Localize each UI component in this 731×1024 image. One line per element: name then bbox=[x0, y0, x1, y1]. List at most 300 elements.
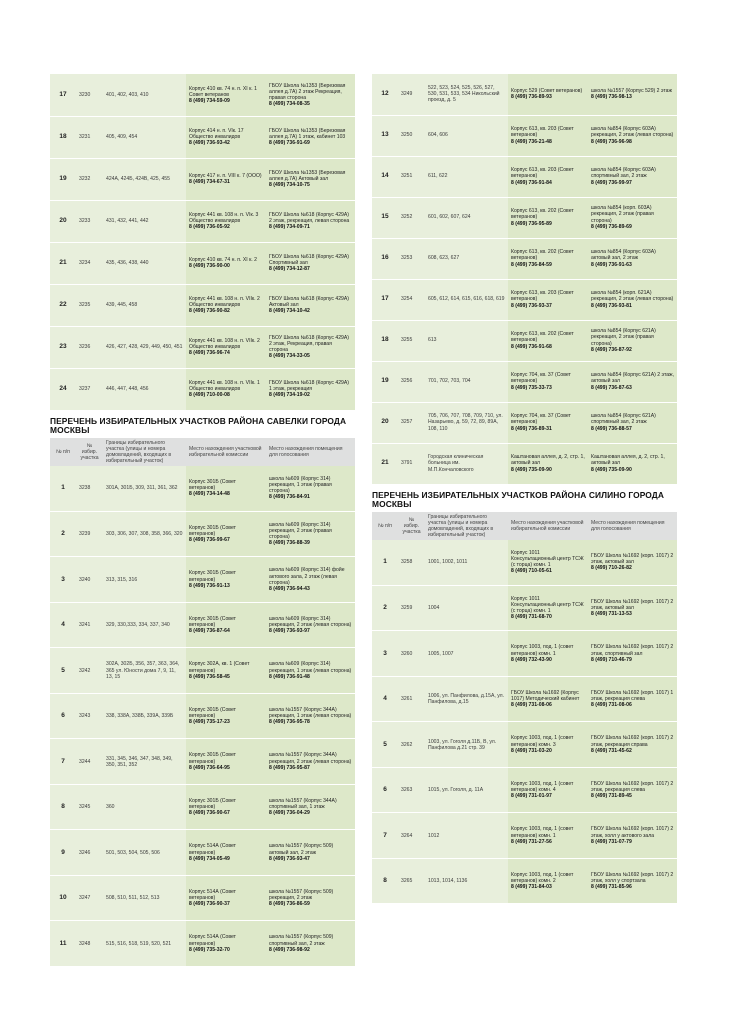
col-header-mesto-gol: Место нахождения помещения для голосования bbox=[266, 438, 355, 466]
precinct-number-text: 3240 bbox=[79, 576, 91, 583]
precinct-number bbox=[76, 602, 103, 648]
precinct-boundaries bbox=[425, 767, 508, 813]
polling-location bbox=[588, 74, 677, 115]
precinct-boundaries bbox=[425, 115, 508, 156]
phone-number: 8 (499) 736-96-74 bbox=[189, 350, 230, 357]
precinct-boundaries bbox=[425, 676, 508, 722]
row-number bbox=[372, 676, 398, 722]
precinct-boundaries bbox=[103, 242, 186, 284]
precinct-boundaries-text: 1005, 1007 bbox=[428, 650, 454, 657]
phone-number: 8 (499) 731-85-96 bbox=[591, 884, 632, 891]
phone-number: 8 (499) 731-68-70 bbox=[511, 614, 552, 621]
precinct-boundaries-text: 605, 612, 614, 615, 616, 618, 619 bbox=[428, 296, 505, 303]
table-row bbox=[50, 830, 355, 876]
polling-location bbox=[588, 631, 677, 677]
table-row bbox=[372, 585, 677, 631]
precinct-boundaries bbox=[103, 875, 186, 921]
precinct-boundaries bbox=[425, 722, 508, 768]
polling-location-text: ГБОУ Школа №618 (Корпус 429А) 1 этаж, рекреация bbox=[269, 379, 349, 392]
phone-number: 8 (499) 731-84-03 bbox=[511, 884, 552, 891]
precinct-number bbox=[76, 557, 103, 603]
phone-number: 8 (499) 736-96-98 bbox=[591, 138, 632, 145]
table-row bbox=[50, 74, 355, 116]
row-number-text: 5 bbox=[383, 740, 387, 748]
row-number bbox=[372, 722, 398, 768]
table-row bbox=[50, 739, 355, 785]
commission-location-text: Корпус 613, кв. 203 (Совет ветеранов) bbox=[511, 126, 574, 139]
commission-location bbox=[186, 830, 266, 876]
precinct-number-text: 3265 bbox=[401, 878, 413, 885]
precinct-number bbox=[398, 767, 425, 813]
precinct-number bbox=[398, 540, 425, 586]
phone-number: 8 (499) 736-87-63 bbox=[591, 384, 632, 391]
precinct-boundaries bbox=[425, 858, 508, 904]
row-number bbox=[372, 585, 398, 631]
row-number bbox=[50, 116, 76, 158]
polling-location-text: школа №854 (Корпус 621А) спортивный зал, 2 этаж bbox=[591, 413, 656, 426]
polling-location bbox=[266, 242, 355, 284]
table-row bbox=[50, 284, 355, 326]
polling-location-text: школа №609 (Корпус 314) рекреация, 1 этаж (левая сторона) bbox=[269, 661, 352, 674]
row-number-text: 4 bbox=[383, 695, 387, 703]
precinct-number-text: 3235 bbox=[79, 301, 91, 308]
polling-location-text: школа №609 (Корпус 314) рекреация, 1 этаж (правая сторона) bbox=[269, 476, 332, 495]
row-number-text: 19 bbox=[59, 174, 67, 182]
row-number-text: 21 bbox=[381, 459, 389, 467]
row-number-text: 1 bbox=[61, 484, 65, 492]
precinct-number bbox=[76, 875, 103, 921]
phone-number: 8 (499) 710-05-61 bbox=[511, 568, 552, 575]
polling-location-text: школа №1557 (Корпус 529) 2 этаж bbox=[591, 88, 672, 95]
precinct-boundaries bbox=[103, 602, 186, 648]
polling-location bbox=[266, 648, 355, 694]
polling-location bbox=[588, 320, 677, 361]
polling-location-text: ГБОУ Школа №618 (Корпус 429А) Актовый зал bbox=[269, 295, 349, 308]
commission-location-text: Корпус 704, кв. 37 (Совет ветеранов) bbox=[511, 372, 571, 385]
phone-number: 8 (499) 734-14-48 bbox=[189, 491, 230, 498]
row-number bbox=[372, 279, 398, 320]
commission-location bbox=[508, 722, 588, 768]
phone-number: 8 (499) 736-93-97 bbox=[269, 628, 310, 635]
precinct-number-text: 3230 bbox=[79, 91, 91, 98]
commission-location-text: Корпус 514А (Совет ветеранов) bbox=[189, 888, 237, 902]
precinct-boundaries bbox=[103, 158, 186, 200]
row-number-text: 18 bbox=[381, 336, 389, 344]
row-number bbox=[50, 830, 76, 876]
precinct-boundaries-text: 515, 516, 518, 519, 520, 521 bbox=[106, 940, 172, 947]
precinct-number bbox=[76, 158, 103, 200]
precinct-number bbox=[76, 511, 103, 557]
polling-location-text: ГБОУ Школа №618 (Корпус 429А) Спортивный зал bbox=[269, 253, 349, 266]
phone-number: 8 (499) 735-32-70 bbox=[189, 946, 230, 953]
row-number-text: 5 bbox=[61, 666, 65, 674]
row-number-text: 6 bbox=[61, 712, 65, 720]
row-number bbox=[50, 284, 76, 326]
precinct-number-text: 3246 bbox=[79, 849, 91, 856]
precinct-boundaries bbox=[103, 693, 186, 739]
row-number bbox=[50, 921, 76, 967]
commission-location-text: Корпус 441 кв. 108 н. п. VIIк. 2 Общество инвалидов bbox=[189, 337, 260, 350]
commission-location-text: Корпус 302А, кв. 1 (Совет ветеранов) bbox=[189, 661, 250, 674]
polling-location-text: ГБОУ Школа №618 (Корпус 429А) 2 этаж, рекреация, левая сторона bbox=[269, 211, 350, 224]
right-column bbox=[372, 74, 677, 904]
polling-location bbox=[266, 875, 355, 921]
precinct-number-text: 3255 bbox=[401, 337, 413, 344]
precinct-number-text: 3245 bbox=[79, 804, 91, 811]
precinct-boundaries bbox=[103, 74, 186, 116]
col-header-n: № п/п bbox=[50, 438, 76, 466]
precinct-boundaries bbox=[103, 326, 186, 368]
precinct-number-text: 3233 bbox=[79, 217, 91, 224]
commission-location-text: Корпус 301Б (Совет ветеранов) bbox=[189, 570, 236, 583]
commission-location bbox=[186, 602, 266, 648]
polling-location-text: ГБОУ Школа №1353 (Березовая аллея д.7А) 2 этаж Рекреация, правая сторона bbox=[269, 82, 346, 101]
precinct-number bbox=[398, 585, 425, 631]
precinct-number-text: 3791 bbox=[401, 460, 413, 467]
polling-location bbox=[588, 676, 677, 722]
table-row bbox=[50, 116, 355, 158]
precinct-number bbox=[398, 631, 425, 677]
table-row bbox=[50, 784, 355, 830]
precinct-number-text: 3231 bbox=[79, 133, 91, 140]
polling-location bbox=[588, 813, 677, 859]
phone-number: 8 (499) 736-99-97 bbox=[591, 179, 632, 186]
row-number-text: 6 bbox=[383, 786, 387, 794]
precinct-number-text: 3241 bbox=[79, 622, 91, 629]
precinct-number bbox=[398, 156, 425, 197]
row-number-text: 11 bbox=[59, 939, 67, 947]
phone-number: 8 (499) 736-98-13 bbox=[591, 94, 632, 101]
table-row bbox=[372, 767, 677, 813]
precinct-boundaries bbox=[103, 830, 186, 876]
phone-number: 8 (499) 710-46-79 bbox=[591, 656, 632, 663]
phone-number: 8 (499) 734-10-75 bbox=[269, 182, 310, 189]
polling-location-text: школа №1557 (Корпус 344А) спортивный зал, 1 этаж bbox=[269, 797, 337, 811]
precinct-number bbox=[76, 693, 103, 739]
phone-number: 8 (499) 710-26-82 bbox=[591, 565, 632, 572]
commission-location bbox=[186, 242, 266, 284]
precinct-number bbox=[76, 116, 103, 158]
row-number-text: 1 bbox=[383, 558, 387, 566]
polling-location-text: ГБОУ Школа №618 (Корпус 429А) 2 этаж, Рекреация, правая сторона bbox=[269, 334, 349, 353]
polling-location-text: школа №609 (Корпус 314) рекреация, 2 этаж (правая сторона) bbox=[269, 521, 332, 541]
phone-number: 8 (499) 736-91-48 bbox=[269, 673, 310, 680]
precinct-number-text: 3250 bbox=[401, 132, 413, 139]
phone-number: 8 (499) 734-12-87 bbox=[269, 266, 310, 273]
commission-location bbox=[508, 585, 588, 631]
polling-location bbox=[588, 279, 677, 320]
precinct-boundaries bbox=[425, 540, 508, 586]
precinct-number-text: 3259 bbox=[401, 605, 413, 612]
row-number-text: 3 bbox=[61, 575, 65, 583]
precinct-boundaries bbox=[425, 320, 508, 361]
commission-location bbox=[186, 200, 266, 242]
commission-location-text: Корпус 613, кв. 202 (Совет ветеранов) bbox=[511, 208, 574, 221]
precinct-boundaries bbox=[103, 784, 186, 830]
row-number-text: 13 bbox=[381, 131, 389, 139]
commission-location bbox=[186, 648, 266, 694]
precinct-number bbox=[398, 858, 425, 904]
precinct-boundaries bbox=[103, 739, 186, 785]
precinct-number bbox=[76, 921, 103, 967]
precinct-boundaries-text: 604, 606 bbox=[428, 132, 448, 139]
phone-number: 8 (499) 736-94-43 bbox=[269, 585, 310, 592]
phone-number: 8 (499) 736-99-67 bbox=[189, 537, 230, 544]
precinct-number-text: 3243 bbox=[79, 713, 91, 720]
phone-number: 8 (499) 736-95-78 bbox=[269, 719, 310, 726]
table-row bbox=[372, 238, 677, 279]
precinct-boundaries-text: 508, 510, 511, 512, 513 bbox=[106, 895, 160, 902]
phone-number: 8 (499) 732-43-90 bbox=[511, 656, 552, 663]
polling-location-text: школа №609 (Корпус 314) рекреация, 2 этаж (левая сторона) bbox=[269, 615, 352, 629]
polling-location bbox=[588, 540, 677, 586]
polling-location bbox=[588, 115, 677, 156]
precinct-boundaries bbox=[425, 361, 508, 402]
polling-location bbox=[266, 830, 355, 876]
precinct-boundaries-text: 613 bbox=[428, 337, 437, 344]
precinct-boundaries-text: 1015, ул. Гоголя, д. 11А bbox=[428, 787, 484, 794]
phone-number: 8 (499) 734-10-42 bbox=[269, 308, 310, 315]
precinct-number bbox=[398, 813, 425, 859]
table-row bbox=[50, 648, 355, 694]
commission-location bbox=[186, 74, 266, 116]
precinct-number-text: 3244 bbox=[79, 758, 91, 765]
precinct-boundaries-text: 522, 523, 524, 525, 526, 527, 530, 531, 533, 534 Никольский проезд, д. 5 bbox=[428, 85, 500, 104]
precinct-boundaries-text: 360 bbox=[106, 804, 115, 811]
table-row bbox=[372, 402, 677, 443]
row-number bbox=[50, 739, 76, 785]
polling-location-text: Каштановая аллея, д. 2, стр. 1, актовый зал bbox=[591, 454, 665, 467]
row-number bbox=[50, 693, 76, 739]
commission-location bbox=[186, 693, 266, 739]
polling-location bbox=[266, 284, 355, 326]
precinct-boundaries bbox=[103, 648, 186, 694]
precinct-boundaries-text: 302А, 302Б, 356, 357, 363, 364, 365 ул. Юности дома 7, 9, 11, 13, 15 bbox=[106, 661, 180, 680]
commission-location bbox=[508, 115, 588, 156]
commission-location bbox=[186, 511, 266, 557]
row-number-text: 8 bbox=[61, 803, 65, 811]
phone-number: 8 (499) 736-91-63 bbox=[591, 261, 632, 268]
precinct-boundaries bbox=[103, 466, 186, 512]
precinct-boundaries bbox=[103, 511, 186, 557]
precinct-number bbox=[398, 279, 425, 320]
silino-title: ПЕРЕЧЕНЬ ИЗБИРАТЕЛЬНЫХ УЧАСТКОВ РАЙОНА СИЛИНО ГОРОДА МОСКВЫ bbox=[372, 489, 665, 509]
precinct-number bbox=[76, 648, 103, 694]
precinct-number bbox=[76, 466, 103, 512]
precinct-boundaries bbox=[425, 197, 508, 238]
precinct-number-text: 3251 bbox=[401, 173, 413, 180]
row-number bbox=[50, 557, 76, 603]
precinct-boundaries-text: 405, 409, 454 bbox=[106, 133, 138, 140]
row-number bbox=[50, 875, 76, 921]
commission-location-text: Корпус 613, кв. 203 (Совет ветеранов) bbox=[511, 290, 574, 303]
commission-location bbox=[508, 320, 588, 361]
commission-location bbox=[186, 158, 266, 200]
savelki-title: ПЕРЕЧЕНЬ ИЗБИРАТЕЛЬНЫХ УЧАСТКОВ РАЙОНА САВЕЛКИ ГОРОДА МОСКВЫ bbox=[50, 415, 347, 435]
precinct-number bbox=[76, 326, 103, 368]
precinct-number-text: 3239 bbox=[79, 531, 91, 538]
precinct-number-text: 3234 bbox=[79, 259, 91, 266]
table-row bbox=[50, 326, 355, 368]
commission-location bbox=[186, 284, 266, 326]
phone-number: 8 (499) 736-91-13 bbox=[189, 582, 230, 589]
polling-location bbox=[588, 402, 677, 443]
polling-location bbox=[588, 585, 677, 631]
phone-number: 8 (499) 736-05-92 bbox=[189, 224, 230, 231]
row-number-text: 19 bbox=[381, 377, 389, 385]
polling-location-text: школа №854 (Корпус 603А) спортивный зал, 2 этаж bbox=[591, 167, 656, 180]
polling-location bbox=[588, 197, 677, 238]
row-number bbox=[50, 511, 76, 557]
precinct-boundaries-text: Городская клиническая больница им. М.П.Кончаловского bbox=[428, 454, 484, 473]
row-number-text: 2 bbox=[383, 604, 387, 612]
precinct-boundaries-text: 1003, ул. Гоголя д.11Б, В, ул. Панфилова д.21 стр. 39 bbox=[428, 738, 497, 751]
commission-location bbox=[508, 858, 588, 904]
precinct-boundaries-text: 313, 315, 316 bbox=[106, 576, 138, 583]
precinct-boundaries-text: 701, 702, 703, 704 bbox=[428, 378, 471, 385]
polling-location-text: ГБОУ Школа №1692 (корп. 1017) 2 этаж, рекреация справа bbox=[591, 735, 674, 748]
row-number bbox=[372, 197, 398, 238]
phone-number: 8 (499) 731-13-53 bbox=[591, 611, 632, 618]
commission-location bbox=[186, 116, 266, 158]
precinct-boundaries bbox=[103, 200, 186, 242]
polling-location-text: школа №854 (Корпус 603А) актовый зал, 2 этаж bbox=[591, 249, 656, 262]
table-row bbox=[50, 466, 355, 512]
precinct-number bbox=[398, 320, 425, 361]
precinct-number-text: 3238 bbox=[79, 485, 91, 492]
phone-number: 8 (499) 736-91-69 bbox=[269, 140, 310, 147]
commission-location-text: Корпус 301Б (Совет ветеранов) bbox=[189, 706, 236, 720]
phone-number: 8 (499) 731-89-45 bbox=[591, 793, 632, 800]
phone-number: 8 (499) 734-08-35 bbox=[269, 100, 310, 107]
commission-location bbox=[186, 784, 266, 830]
row-number-text: 12 bbox=[381, 90, 389, 98]
row-number bbox=[372, 540, 398, 586]
row-number-text: 2 bbox=[61, 530, 65, 538]
phone-number: 8 (499) 736-93-42 bbox=[189, 140, 230, 147]
precinct-number bbox=[398, 676, 425, 722]
precinct-boundaries-text: 301А, 301Б, 309, 311, 361, 362 bbox=[106, 485, 178, 492]
col-header-izbir: № избир. участка bbox=[76, 438, 103, 466]
precinct-boundaries-text: 331, 345, 346, 347, 348, 349, 350, 351, 352 bbox=[106, 755, 173, 768]
precinct-boundaries-text: 424А, 424Б, 424В, 425, 455 bbox=[106, 175, 170, 182]
commission-location-text: Корпус 704, кв. 37 (Совет ветеранов) bbox=[511, 413, 571, 426]
precinct-number-text: 3260 bbox=[401, 650, 413, 657]
phone-number: 8 (499) 736-95-89 bbox=[511, 220, 552, 227]
table-row bbox=[372, 156, 677, 197]
commission-location-text: Корпус 1011 Консультационный центр ТСЖ (с торца) комн. 1 bbox=[511, 595, 584, 615]
col-header-mesto-gol: Место нахождения помещения для голосования bbox=[588, 512, 677, 540]
table-row bbox=[50, 511, 355, 557]
commission-location-text: Корпус 301Б (Совет ветеранов) bbox=[189, 797, 236, 811]
row-number bbox=[50, 74, 76, 116]
row-number bbox=[372, 238, 398, 279]
table-row bbox=[50, 200, 355, 242]
precinct-number bbox=[398, 722, 425, 768]
precinct-number-text: 3261 bbox=[401, 696, 413, 703]
table-row bbox=[372, 631, 677, 677]
phone-number: 8 (499) 736-95-87 bbox=[269, 764, 310, 771]
precinct-number bbox=[398, 238, 425, 279]
commission-location-text: Корпус 410 кв. 74 н. п. XI к. 2 bbox=[189, 256, 257, 263]
commission-location bbox=[508, 676, 588, 722]
polling-location bbox=[266, 602, 355, 648]
precinct-boundaries-text: 426, 427, 428, 429, 449, 450, 451 bbox=[106, 343, 183, 350]
phone-number: 8 (499) 734-05-49 bbox=[189, 855, 230, 862]
polling-location bbox=[588, 156, 677, 197]
row-number bbox=[372, 320, 398, 361]
precinct-number-text: 3264 bbox=[401, 832, 413, 839]
precinct-boundaries bbox=[425, 585, 508, 631]
commission-location bbox=[186, 875, 266, 921]
commission-location bbox=[186, 466, 266, 512]
row-number-text: 10 bbox=[59, 894, 67, 902]
commission-location-text: Корпус 1003, под. 1 (совет ветеранов) комн. 1 bbox=[511, 644, 574, 657]
commission-location-text: Корпус 1003, под. 1 (совет ветеранов) комн. 2 bbox=[511, 871, 574, 885]
precinct-boundaries-text: 401, 402, 403, 410 bbox=[106, 91, 149, 98]
commission-location-text: Корпус 301Б (Совет ветеранов) bbox=[189, 615, 236, 629]
phone-number: 8 (499) 734-19-02 bbox=[269, 392, 310, 399]
commission-location bbox=[186, 921, 266, 967]
precinct-boundaries-text: 303, 306, 307, 308, 358, 366, 320 bbox=[106, 531, 183, 538]
polling-location bbox=[588, 361, 677, 402]
precinct-number bbox=[76, 200, 103, 242]
commission-location bbox=[186, 326, 266, 368]
row-number-text: 18 bbox=[59, 132, 67, 140]
commission-location bbox=[508, 402, 588, 443]
precinct-boundaries bbox=[103, 921, 186, 967]
row-number-text: 21 bbox=[59, 258, 67, 266]
precinct-number bbox=[76, 368, 103, 410]
row-number-text: 4 bbox=[61, 621, 65, 629]
row-number-text: 22 bbox=[59, 300, 67, 308]
commission-location-text: Корпус 301Б (Совет ветеранов) bbox=[189, 479, 236, 492]
precinct-boundaries-text: 431, 432, 441, 442 bbox=[106, 217, 149, 224]
commission-location-text: Каштановая аллея, д. 2, стр. 1, актовый зал bbox=[511, 454, 585, 467]
commission-location bbox=[186, 557, 266, 603]
row-number-text: 16 bbox=[381, 254, 389, 262]
polling-location-text: ГБОУ Школа №1353 (Березовая аллея д.7А) Актовый зал bbox=[269, 169, 346, 182]
polling-location-text: школа №854 (Корпус 621А) 2 этаж, актовый зал bbox=[591, 372, 674, 385]
row-number-text: 7 bbox=[61, 757, 65, 765]
table-row bbox=[372, 443, 677, 484]
polling-location bbox=[266, 921, 355, 967]
phone-number: 8 (499) 731-01-97 bbox=[511, 793, 552, 800]
precinct-number bbox=[76, 739, 103, 785]
polling-location bbox=[266, 116, 355, 158]
left-column bbox=[50, 74, 355, 967]
row-number bbox=[50, 326, 76, 368]
commission-location bbox=[508, 197, 588, 238]
phone-number: 8 (499) 736-04-29 bbox=[269, 810, 310, 817]
table-row bbox=[50, 602, 355, 648]
precinct-boundaries bbox=[425, 443, 508, 484]
commission-location-text: ГБОУ Школа №1692 (Корпус 1017) Методический кабинет bbox=[511, 689, 580, 703]
row-number bbox=[50, 158, 76, 200]
col-header-mesto-uik: Место нахождения участковой избирательной комиссии bbox=[186, 438, 266, 466]
commission-location-text: Корпус 613, кв. 203 (Совет ветеранов) bbox=[511, 167, 574, 180]
polling-location bbox=[266, 693, 355, 739]
polling-location-text: ГБОУ Школа №1692 (корп. 1017) 2 этаж, актовый зал bbox=[591, 598, 674, 612]
polling-location-text: школа №1557 (Корпус 509) спортивный зал, 2 этаж bbox=[269, 934, 334, 947]
precinct-number bbox=[76, 830, 103, 876]
table-row bbox=[372, 320, 677, 361]
phone-number: 8 (499) 736-87-92 bbox=[591, 346, 632, 353]
row-number-text: 23 bbox=[59, 342, 67, 350]
phone-number: 8 (499) 736-93-81 bbox=[591, 302, 632, 309]
precinct-number-text: 3258 bbox=[401, 559, 413, 566]
precinct-boundaries-text: 1012 bbox=[428, 832, 440, 839]
